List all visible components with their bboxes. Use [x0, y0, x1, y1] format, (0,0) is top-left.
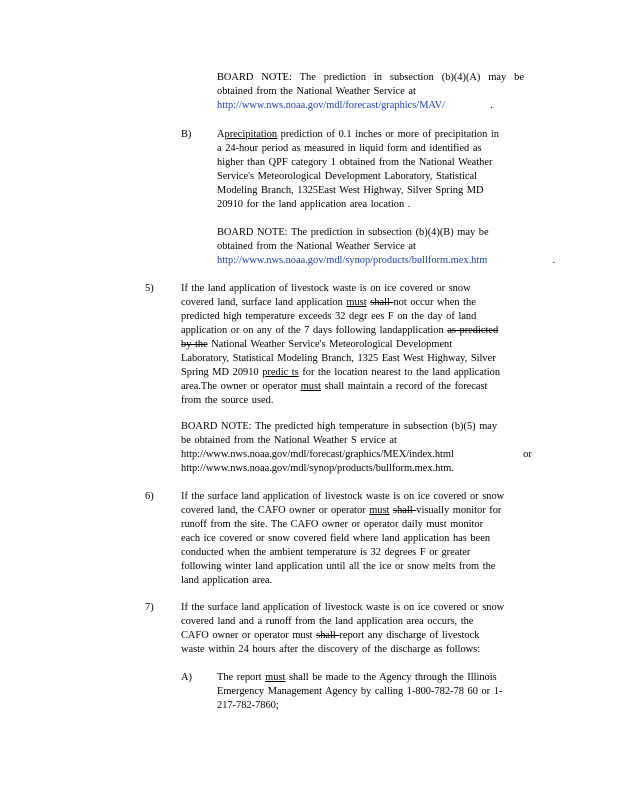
text: prediction of 0.1 inches or more of precipitation in [277, 129, 499, 140]
item-6-line-3: runoff from the site. The CAFO owner or operator daily must monitor [181, 519, 484, 530]
period: . [552, 255, 556, 266]
item-5-line-4 [181, 324, 533, 338]
text: Spring MD 20910 [181, 367, 263, 378]
board-note-4a-link-line [217, 99, 524, 113]
deleted-shall: shall [393, 505, 417, 516]
inserted-must: must [265, 672, 286, 683]
board-note-4a-line-1: BOARD NOTE: The prediction in subsection (b)(4)(A) may be [217, 72, 524, 83]
board-note-5 [181, 420, 537, 476]
item-7a-text [217, 671, 537, 713]
item-5-line-8 [181, 380, 533, 394]
item-7a-label: A) [181, 672, 192, 683]
text: A [217, 129, 225, 140]
inserted-must: must [300, 381, 321, 392]
item-7-line-3 [181, 629, 537, 643]
item-6-line-2 [181, 504, 537, 518]
item-b-line-6: 20910 for the land application area location . [217, 199, 411, 210]
text: for the location nearest to the land application [298, 367, 501, 378]
text: not occur when the [393, 297, 476, 308]
text: shall maintain a record of the forecast [320, 381, 488, 392]
text: area.The owner or operator [181, 381, 301, 392]
nws-mex-link[interactable]: http://www.nws.noaa.gov/mdl/forecast/graphics/MEX/index.html [181, 449, 454, 460]
item-7-line-1: If the surface land application of livestock waste is on ice covered or snow [181, 602, 505, 613]
text: National Weather Service's Meteorological Development [207, 339, 453, 350]
item-7-label: 7) [145, 602, 154, 613]
text: covered land, the CAFO owner or operator [181, 505, 370, 516]
board-note-5-line-2: be obtained from the National Weather S ervice at [181, 435, 397, 446]
nws-mex-bullform-link[interactable]: http://www.nws.noaa.gov/mdl/synop/products/bullform.mex.htm. [181, 463, 454, 474]
text: report any discharge of livestock [339, 630, 480, 641]
item-5-line-3: predicted high temperature exceeds 32 degr ees F on the day of land [181, 311, 477, 322]
board-note-5-line-3 [181, 448, 537, 462]
item-5-line-6: Laboratory, Statistical Modeling Branch, 1325 East West Highway, Silver [181, 353, 496, 364]
nws-mav-link[interactable]: http://www.nws.noaa.gov/mdl/forecast/graphics/MAV/ [217, 100, 445, 111]
text: shall be made to the Agency through the Illinois [285, 672, 497, 683]
board-note-4a-line-2: obtained from the National Weather Service at [217, 86, 416, 97]
text: The report [217, 672, 266, 683]
text: visually monitor for [416, 505, 502, 516]
inserted-text: precipitation [224, 129, 278, 140]
deleted-shall: shall [370, 297, 394, 308]
board-note-5-line-1: BOARD NOTE: The predicted high temperature in subsection (b)(5) may [181, 421, 498, 432]
board-note-4b [217, 226, 556, 268]
item-6-text [181, 490, 537, 588]
text: application or on any of the 7 days following landapplication [181, 325, 448, 336]
item-7-line-4: waste within 24 hours after the discovery of the discharge as follows: [181, 644, 481, 655]
or-text: or [523, 449, 532, 460]
item-5-line-9: from the source used. [181, 395, 274, 406]
deleted-as-predicted: as predicted [447, 325, 499, 336]
item-b-line-4: Service's Meteorological Development Laboratory, Statistical [217, 171, 477, 182]
nws-bullform-link[interactable]: http://www.nws.noaa.gov/mdl/synop/products/bullform.mex.htm [217, 255, 488, 266]
item-6-line-4: each ice covered or snow covered field where land application has been [181, 533, 491, 544]
item-6-line-5: conducted when the ambient temperature is 32 degrees F or greater [181, 547, 471, 558]
item-b-line-1 [217, 128, 532, 142]
deleted-shall: shall [316, 630, 340, 641]
item-5-text [181, 282, 533, 408]
board-note-4a [217, 71, 524, 113]
inserted-must: must [369, 505, 390, 516]
item-7-text [181, 601, 537, 657]
text: covered land, surface land application [181, 297, 347, 308]
text: CAFO owner or operator must [181, 630, 317, 641]
item-b-label: B) [181, 129, 192, 140]
item-5-line-1: If the land application of livestock waste is on ice covered or snow [181, 283, 471, 294]
item-7a-line-2: Emergency Management Agency by calling 1-800-782-78 60 or 1- [217, 686, 503, 697]
deleted-by-the: by the [181, 339, 208, 350]
board-note-4b-link-line [217, 254, 556, 268]
inserted-must: must [346, 297, 367, 308]
item-b-text [217, 128, 532, 212]
board-note-4b-line-2: obtained from the National Weather Service at [217, 241, 416, 252]
item-6-line-7: land application area. [181, 575, 273, 586]
item-6-label: 6) [145, 491, 154, 502]
item-b-line-2: a 24-hour period as measured in liquid form and identified as [217, 143, 482, 154]
item-6-line-1: If the surface land application of livestock waste is on ice covered or snow [181, 491, 505, 502]
item-5-line-7 [181, 366, 533, 380]
item-7a-line-1 [217, 671, 537, 685]
item-5-line-2 [181, 296, 533, 310]
item-7a-line-3: 217-782-7860; [217, 700, 279, 711]
item-6-line-6: following winter land application until all the ice or snow melts from the [181, 561, 496, 572]
item-5-label: 5) [145, 283, 154, 294]
item-b-line-5: Modeling Branch, 1325East West Highway, Silver Spring MD [217, 185, 484, 196]
inserted-predicts: predic ts [262, 367, 299, 378]
period: . [490, 100, 493, 111]
item-b-line-3: higher than QPF category 1 obtained from the National Weather [217, 157, 493, 168]
board-note-4b-line-1: BOARD NOTE: The prediction in subsection (b)(4)(B) may be [217, 227, 489, 238]
item-5-line-5 [181, 338, 533, 352]
item-7-line-2: covered land and a runoff from the land application area occurs, the [181, 616, 474, 627]
